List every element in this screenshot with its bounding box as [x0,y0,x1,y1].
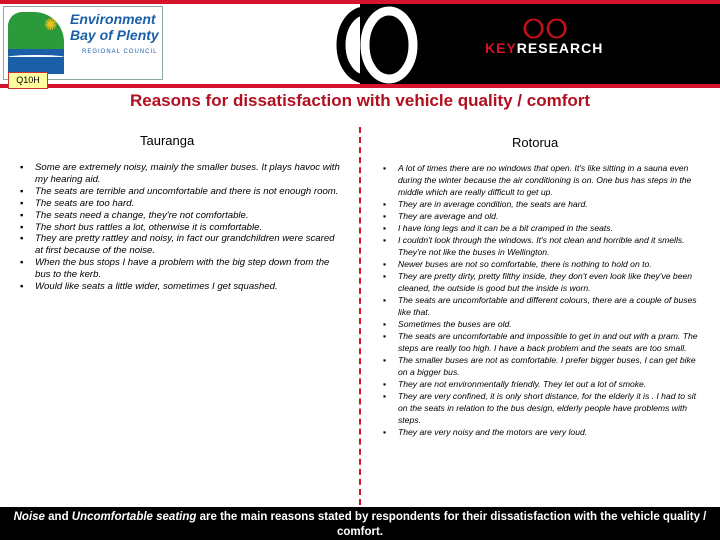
keyresearch-rings-icon: ⵔⵔ [522,14,569,44]
keyresearch-logo: KEYRESEARCH [485,40,604,56]
list-item: ▪ The seats need a change, they're not comfortable. [35,210,345,222]
list-item: ▪ When the bus stops I have a problem with the big step down from the bus to the kerb. [35,257,345,281]
tauranga-list [35,162,345,293]
list-item: ▪ The seats are uncomfortable and different colours, there are a couple of buses like that. [398,294,703,318]
list-item: ▪ The seats are uncomfortable and impossible to get in and out with a pram. The steps are really too high. I have a back problem and the seats are too small. [398,330,703,354]
list-item: ▪ I have long legs and it can be a bit cramped in the seats. [398,222,703,234]
list-item: ▪ Would like seats a little wider, sometimes I get squashed. [35,281,345,293]
list-item: ▪ The short bus rattles a lot, otherwise it is comfortable. [35,222,345,234]
list-item: ▪ I couldn't look through the windows. It's not clean and horrible and it smells. They're not like the buses in Wellington. [398,234,703,258]
list-item: ▪ They are average and old. [398,210,703,222]
page-title: Reasons for dissatisfaction with vehicle quality / comfort [129,91,591,110]
question-code: Q10H [8,72,48,89]
list-item: ▪ They are not environmentally friendly. They let out a lot of smoke. [398,378,703,390]
list-item: ▪ They are pretty dirty, pretty filthy inside, they don't even look like they've been cleaned, the outside is good but the inside is worn. [398,270,703,294]
summary-footer: Noise and Uncomfortable seating are the main reasons stated by respondents for their dissatisfaction with the vehicle quality / comfort. [0,507,720,540]
rings-logo-icon [333,4,423,86]
tauranga-heading: Tauranga [140,133,195,148]
list-item: ▪ The seats are too hard. [35,198,345,210]
list-item: ▪ A lot of times there are no windows that open. It's like sitting in a sauna even during the winter because the air conditioning is on. One bus has steps in the middle which are really difficult to get up. [398,162,703,198]
list-item: ▪ They are very noisy and the motors are very loud. [398,426,703,438]
rotorua-heading: Rotorua [512,135,559,150]
list-item: ▪ Newer buses are not so comfortable, there is nothing to hold on to. [398,258,703,270]
list-item: ▪ They are very confined, it is only short distance, for the elderly it is . I had to sit on the seats in relation to the bus design, elderly people have problems with steps. [398,390,703,426]
list-item: ▪ The smaller buses are not as comfortable. I prefer bigger buses, I can get bike on a bigger bus. [398,354,703,378]
ebop-sub: REGIONAL COUNCIL [82,49,158,55]
ebop-name: Environment Bay of Plenty [70,11,159,43]
column-divider [359,127,361,505]
list-item: ▪ The seats are terrible and uncomfortable and there is not enough room. [35,186,345,198]
ebop-logo [3,6,163,80]
list-item: ▪ Some are extremely noisy, mainly the smaller buses. It plays havoc with my hearing aid. [35,162,345,186]
sun-icon: ✺ [44,17,58,34]
rotorua-list [398,162,703,438]
list-item: ▪ Sometimes the buses are old. [398,318,703,330]
list-item: ▪ They are pretty rattley and noisy, in fact our grandchildren were scared at first because of the noise. [35,233,345,257]
list-item: ▪ They are in average condition, the seats are hard. [398,198,703,210]
